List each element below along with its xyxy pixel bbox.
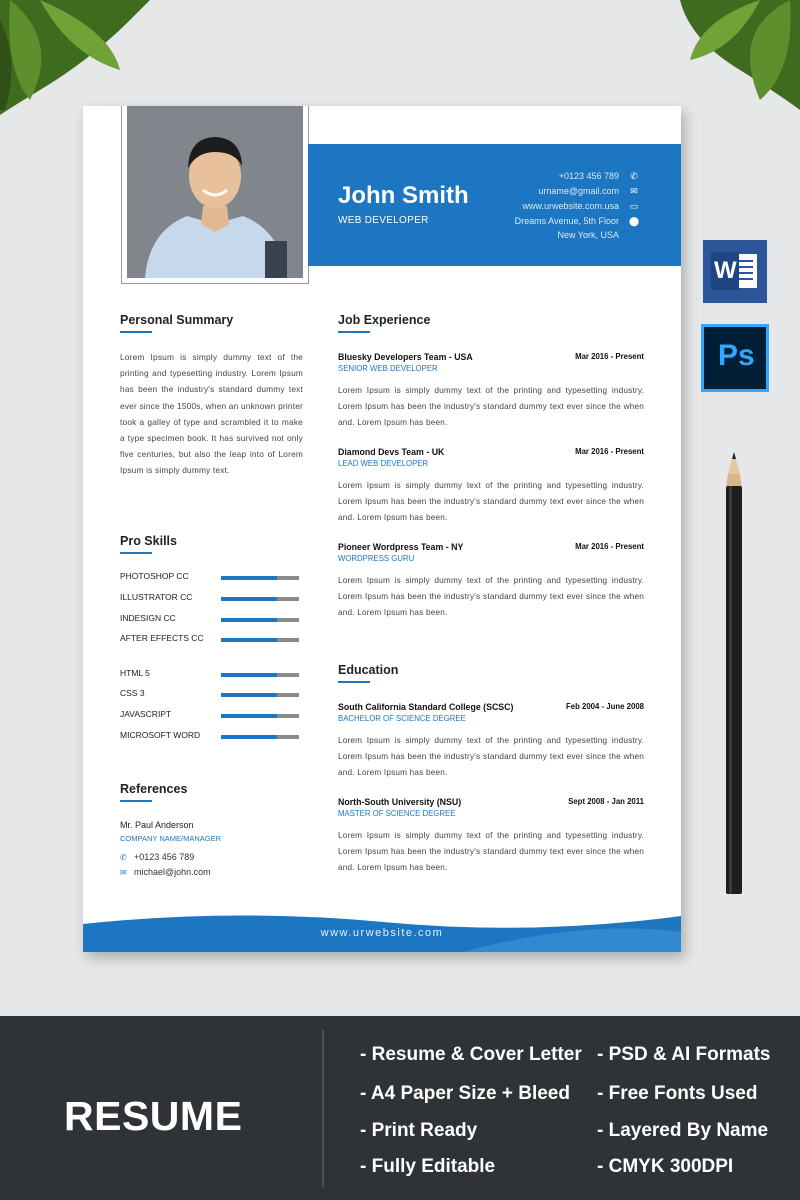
skill-row <box>120 592 305 604</box>
profile-photo <box>127 106 303 278</box>
plant-leaves-left <box>0 0 150 120</box>
reference-role: COMPANY NAME/MANAGER <box>120 834 221 843</box>
header-band <box>308 144 681 266</box>
education-degree: MASTER OF SCIENCE DEGREE <box>338 809 456 818</box>
job-description: Lorem Ipsum is simply dummy text of the printing and typesetting industry. Lorem Ipsum has been the industry's standard dummy text ever since the when and. Lorem Ipsum has been. <box>338 386 644 428</box>
skill-name: PHOTOSHOP CC <box>120 571 189 581</box>
skill-row <box>120 730 305 742</box>
skill-bar-fill <box>221 638 277 642</box>
footer-band <box>83 914 681 952</box>
skill-bar <box>221 638 299 642</box>
ps-letters: Ps <box>718 339 755 372</box>
education-title: Education <box>338 663 399 677</box>
feature-item: - CMYK 300DPI <box>597 1156 734 1177</box>
job-description: Lorem Ipsum is simply dummy text of the printing and typesetting industry. Lorem Ipsum has been the industry's standard dummy text ever since the when and. Lorem Ipsum has been. <box>338 576 644 618</box>
skill-name: ILLUSTRATOR CC <box>120 592 193 602</box>
skill-name: MICROSOFT WORD <box>120 730 201 740</box>
candidate-name: John Smith <box>338 182 469 209</box>
job-company: Pioneer Wordpress Team - NY <box>338 542 464 552</box>
skill-bar <box>221 693 299 697</box>
skill-row <box>120 668 305 680</box>
skill-bar-fill <box>221 693 277 697</box>
job-company: Bluesky Developers Team - USA <box>338 352 473 362</box>
footer-website: www.urwebsite.com <box>320 927 444 939</box>
pro-skills-title: Pro Skills <box>120 534 177 548</box>
skill-name: JAVASCRIPT <box>120 709 172 719</box>
pencil-decoration <box>720 452 748 898</box>
envelope-icon: ✉ <box>120 868 127 877</box>
section-underline <box>120 552 152 554</box>
job-date: Mar 2016 - Present <box>575 542 644 551</box>
education-school: North-South University (NSU) <box>338 797 462 807</box>
skill-bar-fill <box>221 618 277 622</box>
education-date: Sept 2008 - Jan 2011 <box>568 797 644 806</box>
skill-bar <box>221 735 299 739</box>
feature-item: - A4 Paper Size + Bleed <box>360 1083 570 1104</box>
job-description: Lorem Ipsum is simply dummy text of the printing and typesetting industry. Lorem Ipsum has been the industry's standard dummy text ever since the when and. Lorem Ipsum has been. <box>338 481 644 523</box>
feature-item: - Resume & Cover Letter <box>360 1044 582 1065</box>
skill-name: HTML 5 <box>120 668 150 678</box>
education-description: Lorem Ipsum is simply dummy text of the printing and typesetting industry. Lorem Ipsum has been the industry's standard dummy text ever since the when and. Lorem Ipsum has been. <box>338 736 644 778</box>
phone-icon: ✆ <box>630 171 638 181</box>
envelope-icon: ✉ <box>630 186 638 196</box>
skill-bar-fill <box>221 597 277 601</box>
reference-email: ✉ michael@john.com <box>120 867 211 877</box>
skill-row <box>120 613 305 625</box>
reference-phone: ✆ +0123 456 789 <box>120 852 195 862</box>
job-position: LEAD WEB DEVELOPER <box>338 459 429 468</box>
education-date: Feb 2004 - June 2008 <box>565 702 644 711</box>
feature-item: - PSD & AI Formats <box>597 1044 771 1065</box>
skill-name: AFTER EFFECTS CC <box>120 633 204 643</box>
skill-bar <box>221 714 299 718</box>
feature-item: - Free Fonts Used <box>597 1083 758 1104</box>
location-pin-icon: ⬤ <box>628 216 640 226</box>
skill-bar <box>221 576 299 580</box>
feature-item: - Print Ready <box>360 1120 478 1141</box>
skill-bar-fill <box>221 673 277 677</box>
job-position: WORDPRESS GURU <box>338 554 415 563</box>
personal-summary-title: Personal Summary <box>120 313 234 327</box>
contact-list <box>515 169 641 242</box>
references-title: References <box>120 782 188 796</box>
education-description: Lorem Ipsum is simply dummy text of the printing and typesetting industry. Lorem Ipsum has been the industry's standard dummy text ever since the when and. Lorem Ipsum has been. <box>338 831 644 873</box>
banner-divider <box>322 1030 324 1187</box>
section-underline <box>120 331 152 333</box>
job-experience-title: Job Experience <box>338 313 431 327</box>
skill-bar <box>221 597 299 601</box>
skill-name: INDESIGN CC <box>120 613 176 623</box>
skill-name: CSS 3 <box>120 688 145 698</box>
contact-email: urname@gmail.com ✉ <box>515 184 641 199</box>
phone-icon: ✆ <box>120 853 127 862</box>
feature-item: - Fully Editable <box>360 1156 496 1177</box>
photoshop-file-icon <box>701 324 769 392</box>
education-degree: BACHELOR OF SCIENCE DEGREE <box>338 714 466 723</box>
job-date: Mar 2016 - Present <box>575 352 644 361</box>
banner-title: RESUME <box>64 1093 243 1139</box>
monitor-icon: ▭ <box>629 201 639 211</box>
skill-row <box>120 571 305 583</box>
reference-name: Mr. Paul Anderson <box>120 820 194 830</box>
skill-bar-fill <box>221 576 277 580</box>
skill-row <box>120 688 305 700</box>
resume-paper <box>83 106 681 952</box>
contact-phone: +0123 456 789 ✆ <box>515 169 641 184</box>
personal-summary-text: Lorem Ipsum is simply dummy text of the printing and typesetting industry. Lorem Ipsum has been the industry's standard dummy text ever since the 1500s, when an unknown printer took a galley of type and scrambled it to make a type specimen book. It has survived not only five centuries, but also the leap into of Lorem Ipsum is simply dummy text. <box>120 352 303 476</box>
skill-bar <box>221 673 299 677</box>
word-file-icon <box>703 240 767 303</box>
skill-bar-fill <box>221 714 277 718</box>
skill-bar-fill <box>221 735 277 739</box>
job-date: Mar 2016 - Present <box>575 447 644 456</box>
skill-row <box>120 709 305 721</box>
feature-item: - Layered By Name <box>597 1120 769 1141</box>
profile-photo-frame <box>121 106 309 284</box>
contact-website: www.urwebsite.com.usa ▭ <box>515 199 641 214</box>
job-position: SENIOR WEB DEVELOPER <box>338 364 438 373</box>
plant-leaves-right <box>680 0 800 120</box>
promo-banner <box>0 1016 800 1200</box>
candidate-role: WEB DEVELOPER <box>338 215 429 226</box>
contact-address: Dreams Avenue, 5th Floor New York, USA ⬤ <box>514 216 640 240</box>
skill-bar <box>221 618 299 622</box>
section-underline <box>120 800 152 802</box>
section-underline <box>338 331 370 333</box>
word-letter: W <box>714 257 737 284</box>
education-school: South California Standard College (SCSC) <box>338 702 514 712</box>
section-underline <box>338 681 370 683</box>
job-company: Diamond Devs Team - UK <box>338 447 445 457</box>
skill-row <box>120 633 305 645</box>
